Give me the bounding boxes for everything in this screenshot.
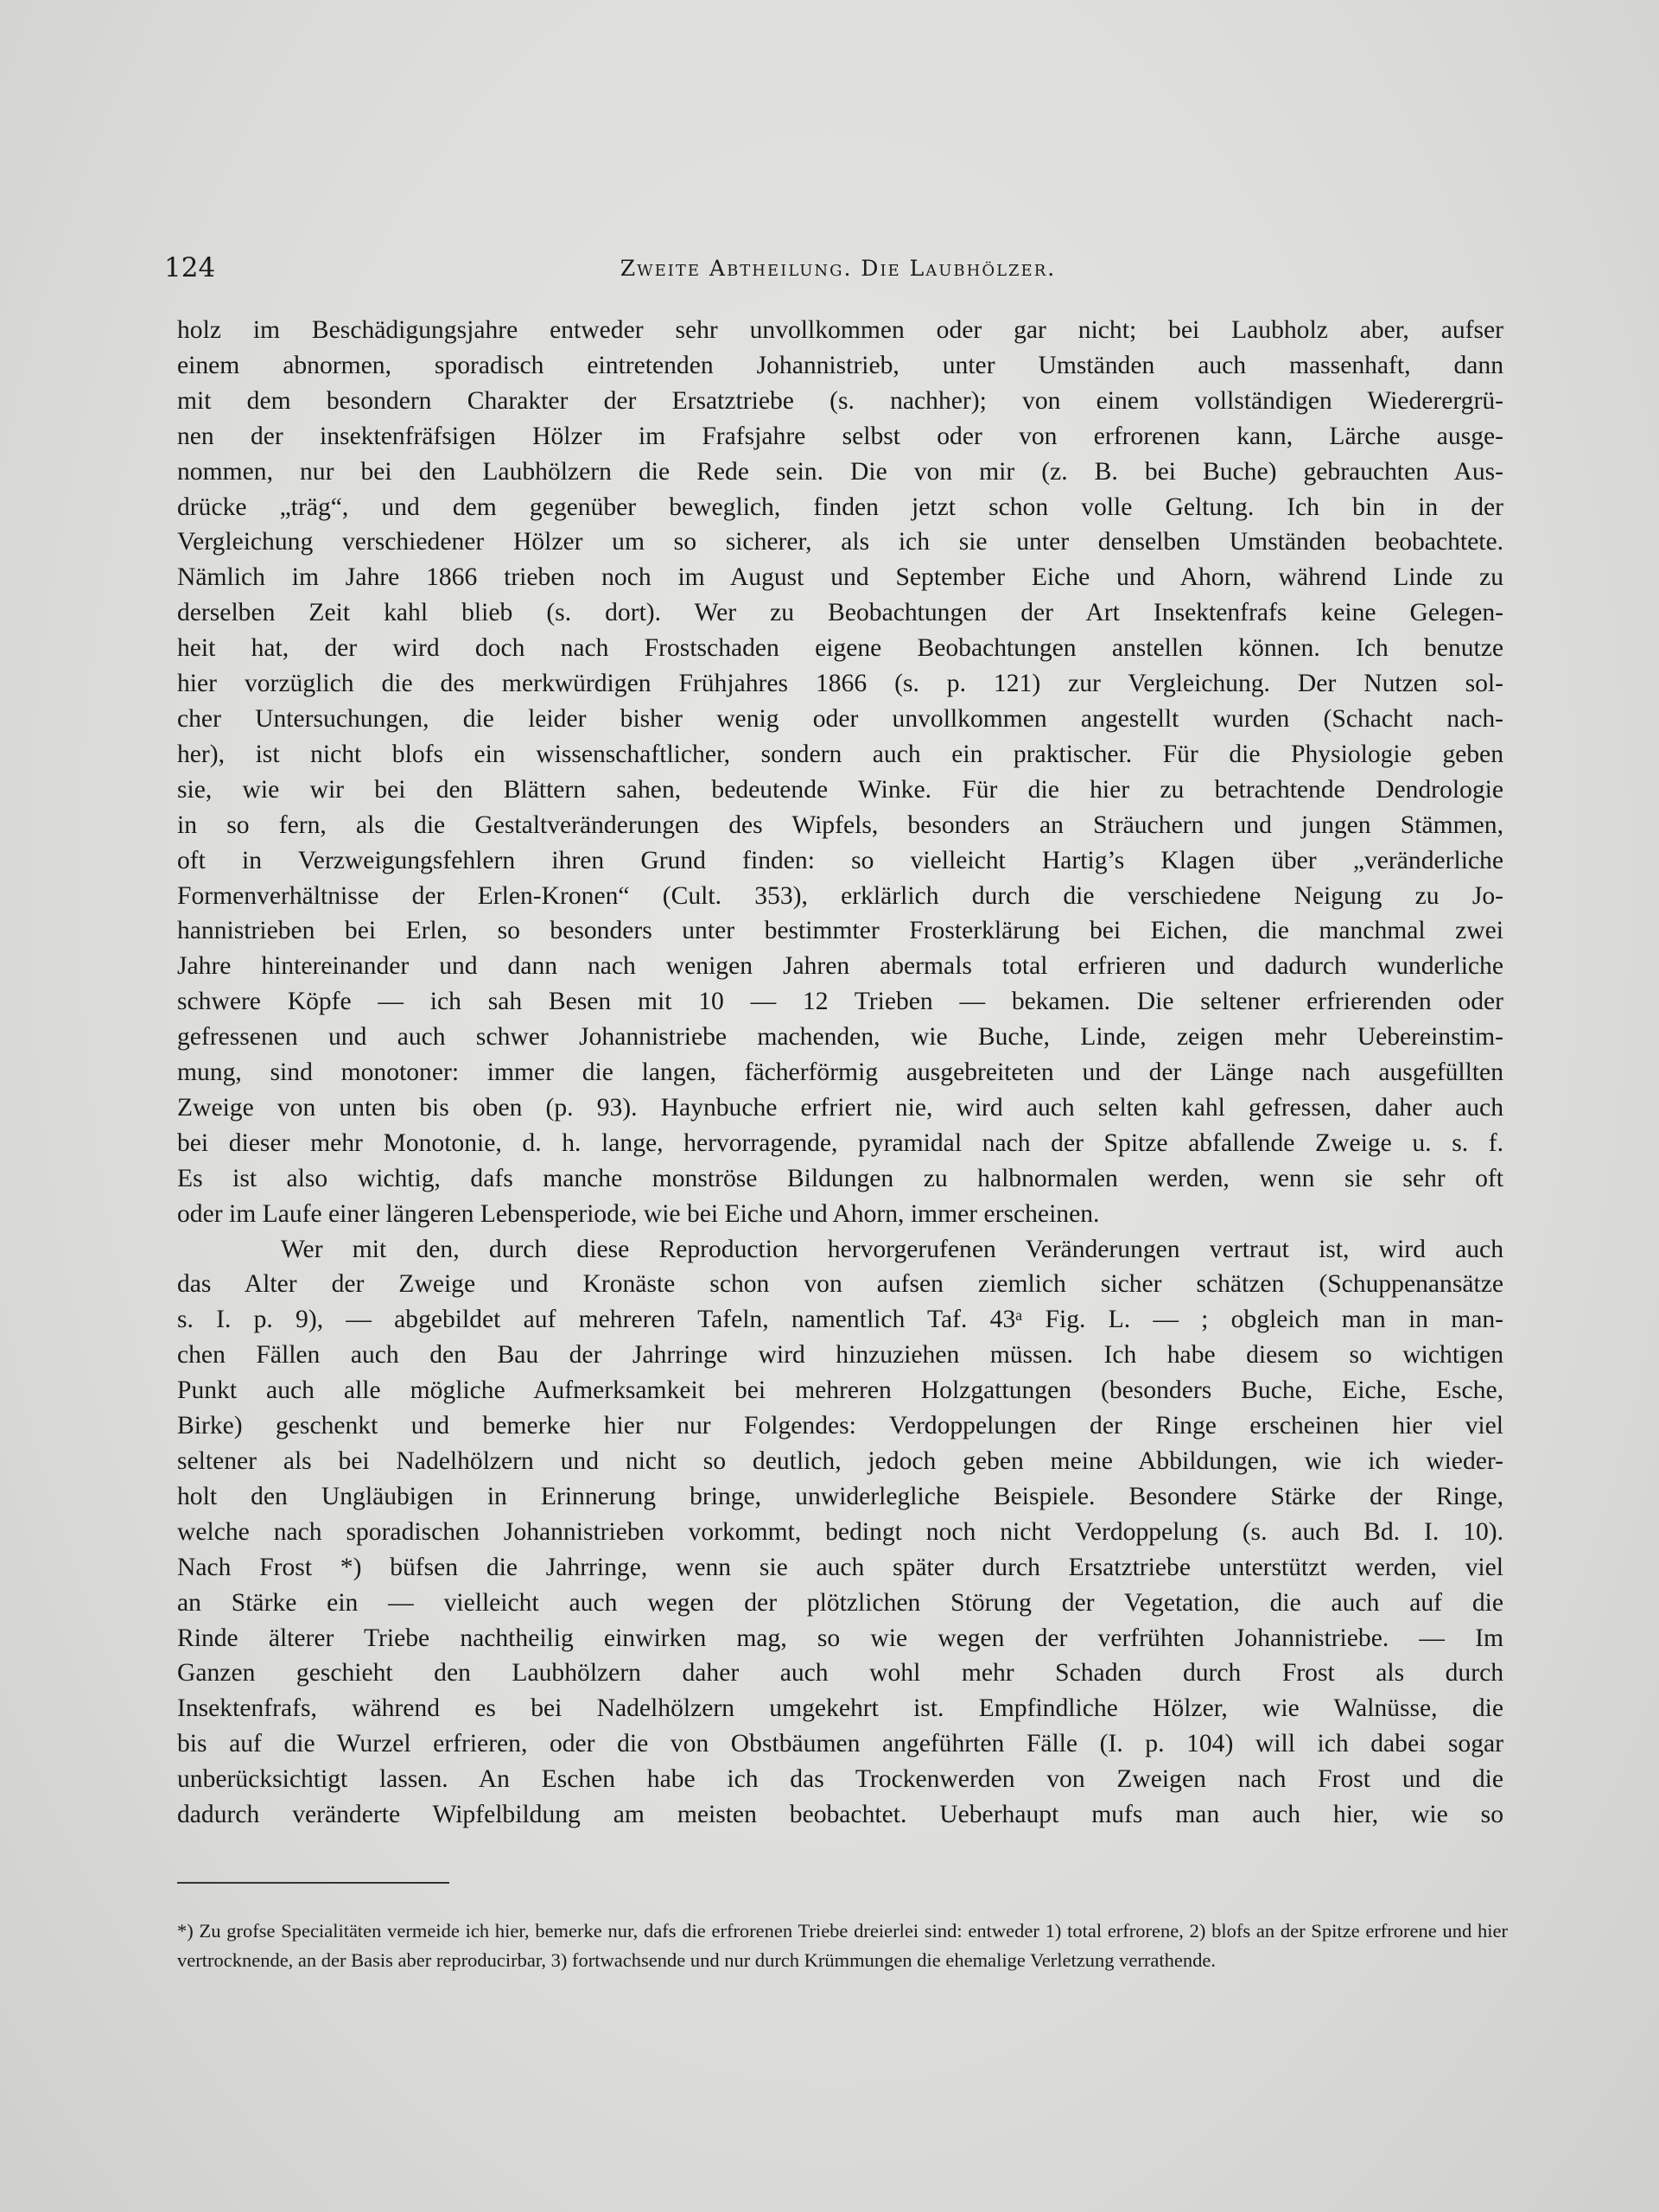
text-line: hier vorzüglich die des merkwürdigen Frühjahres 1866 (s. p. 121) zur Vergleichung. Der Nutzen sol- [177,670,1503,698]
text-line: bis auf die Wurzel erfrieren, oder die von Obstbäumen angeführten Fälle (I. p. 104) will ich dabei sogar [177,1730,1503,1758]
text-line: holz im Beschädigungsjahre entweder sehr unvollkommen oder gar nicht; bei Laubholz aber, aufser [177,316,1503,344]
text-line: welche nach sporadischen Johannistrieben vorkommt, bedingt noch nicht Verdoppelung (s. auch Bd. I. 10). [177,1517,1503,1546]
text-line: nen der insektenfräfsigen Hölzer im Frafsjahre selbst oder von erfrorenen kann, Lärche ausge- [177,422,1503,450]
text-line: bei dieser mehr Monotonie, d. h. lange, hervorragende, pyramidal nach der Spitze abfallende Zweige u. s. f. [177,1128,1503,1157]
paragraph-end-line: oder im Laufe einer längeren Lebensperiode, wie bei Eiche und Ahorn, immer erscheinen. [177,1199,1100,1228]
text-line: s. I. p. 9), — abgebildet auf mehreren Tafeln, namentlich Taf. 43ᵃ Fig. L. — ; obgleich man in man- [177,1306,1503,1334]
text-line: schwere Köpfe — ich sah Besen mit 10 — 12 Trieben — bekamen. Die seltener erfrierenden oder [177,988,1503,1016]
text-line: dadurch veränderte Wipfelbildung am meisten beobachtet. Ueberhaupt mufs man auch hier, wie so [177,1801,1503,1829]
text-line: Vergleichung verschiedener Hölzer um so sicherer, als ich sie unter denselben Umständen beobachtete. [177,528,1503,556]
text-line: hannistrieben bei Erlen, so besonders unter bestimmter Frosterklärung bei Eichen, die manchmal zwei [177,917,1503,945]
text-line: Rinde älterer Triebe nachtheilig einwirken mag, so wie wegen der verfrühten Johannistriebe. — Im [177,1624,1503,1652]
text-line: Nach Frost *) büfsen die Jahrringe, wenn sie auch später durch Ersatztriebe unterstützt werden, viel [177,1553,1503,1581]
text-line: sie, wie wir bei den Blättern sahen, bedeutende Winke. Für die hier zu betrachtende Dendrologie [177,775,1503,804]
text-line: Jahre hintereinander und dann nach wenigen Jahren abermals total erfrieren und dadurch wunderliche [177,952,1503,981]
text-line: holt den Ungläubigen in Erinnerung bringe, unwiderlegliche Beispiele. Besondere Stärke der Ringe, [177,1482,1503,1510]
text-line: heit hat, der wird doch nach Frostschaden eigene Beobachtungen anstellen können. Ich benutze [177,634,1503,663]
text-line: Insektenfrafs, während es bei Nadelhölzern umgekehrt ist. Empfindliche Hölzer, wie Walnüsse, die [177,1694,1503,1723]
text-line: Formenverhältnisse der Erlen-Kronen“ (Cult. 353), erklärlich durch die verschiedene Neigung zu Jo- [177,881,1503,910]
text-line: chen Fällen auch den Bau der Jahrringe wird hinzuziehen müssen. Ich habe diesem so wichtigen [177,1341,1503,1370]
text-line: Es ist also wichtig, dafs manche monströse Bildungen zu halbnormalen werden, wenn sie sehr oft [177,1164,1503,1192]
text-line: derselben Zeit kahl blieb (s. dort). Wer zu Beobachtungen der Art Insektenfrafs keine Gelegen- [177,599,1503,627]
text-line: mit dem besondern Charakter der Ersatztriebe (s. nachher); von einem vollständigen Wiederergrü- [177,386,1503,415]
text-line: das Alter der Zweige und Kronäste schon von aufsen ziemlich sicher schätzen (Schuppenansätze [177,1270,1503,1299]
footnote-divider [177,1882,449,1884]
running-head: Zweite Abtheilung. Die Laubhölzer. [620,256,1057,281]
text-line: gefressenen und auch schwer Johannistriebe machenden, wie Buche, Linde, zeigen mehr Uebereinstim- [177,1023,1503,1052]
text-line: nommen, nur bei den Laubhölzern die Rede sein. Die von mir (z. B. bei Buche) gebrauchten Aus- [177,457,1503,486]
text-line: Nämlich im Jahre 1866 trieben noch im August und September Eiche und Ahorn, während Linde zu [177,563,1503,592]
text-line: drücke „träg“, und dem gegenüber beweglich, finden jetzt schon volle Geltung. Ich bin in der [177,493,1503,521]
text-line: oft in Verzweigungsfehlern ihren Grund finden: so vielleicht Hartig’s Klagen über „veränderliche [177,846,1503,874]
text-line: mung, sind monotoner: immer die langen, fächerförmig ausgebreiteten und der Länge nach ausgefüllten [177,1058,1503,1087]
main-text [177,313,1503,1833]
text-line: seltener als bei Nadelhölzern und nicht so deutlich, jedoch geben meine Abbildungen, wie ich wieder- [177,1447,1503,1475]
text-line: her), ist nicht blofs ein wissenschaftlicher, sondern auch ein praktischer. Für die Physiologie geben [177,740,1503,768]
page-number: 124 [164,252,216,283]
text-line: Punkt auch alle mögliche Aufmerksamkeit bei mehreren Holzgattungen (besonders Buche, Eiche, Esche, [177,1376,1503,1405]
paragraph-start-line: Wer mit den, durch diese Reproduction hervorgerufenen Veränderungen vertraut ist, wird auch [281,1235,1503,1263]
page-header [164,252,1512,287]
text-line: Zweige von unten bis oben (p. 93). Haynbuche erfriert nie, wird auch selten kahl gefressen, daher auch [177,1093,1503,1122]
text-line: cher Untersuchungen, die leider bisher wenig oder unvollkommen angestellt wurden (Schacht nach- [177,704,1503,733]
text-line: an Stärke ein — vielleicht auch wegen der plötzlichen Störung der Vegetation, die auch auf die [177,1588,1503,1617]
text-line: in so fern, als die Gestaltveränderungen des Wipfels, besonders an Sträuchern und jungen Stämmen, [177,810,1503,839]
text-line: unberücksichtigt lassen. An Eschen habe ich das Trockenwerden von Zweigen nach Frost und die [177,1765,1503,1794]
footnote: *) Zu grofse Specialitäten vermeide ich hier, bemerke nur, dafs die erfrorenen Triebe dreierlei sind: entweder 1) total erfrorene, 2) blofs an der Spitze erfrorene und hier vertrocknende, an der Basis aber reproducirbar, 3) fortwachsende und nur durch Krümmungen die ehemalige Verletzung verrathende. [177,1920,1508,1971]
text-line: Birke) geschenkt und bemerke hier nur Folgendes: Verdoppelungen der Ringe erscheinen hier viel [177,1412,1503,1440]
text-line: Ganzen geschieht den Laubhölzern daher auch wohl mehr Schaden durch Frost als durch [177,1659,1503,1688]
text-line: einem abnormen, sporadisch eintretenden Johannistrieb, unter Umständen auch massenhaft, dann [177,351,1503,379]
